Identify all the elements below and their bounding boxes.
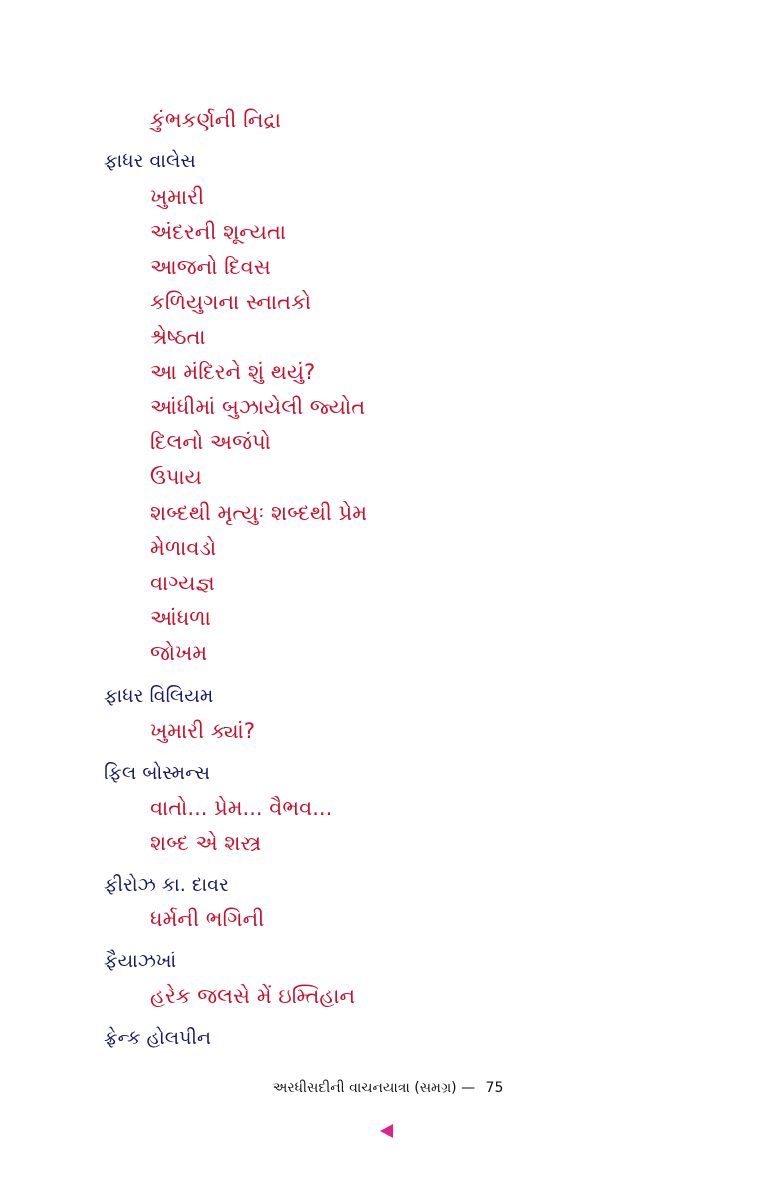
title-entry: આંધીમાં બુઝાયેલી જ્યોત (150, 395, 366, 419)
title-entry: દિલનો અજંપો (150, 430, 271, 454)
title-entry: શ્રેષ્ઠતા (150, 325, 206, 349)
title-entry: મેળાવડો (150, 536, 217, 560)
author-entry: ફૈયાઝખાં (104, 950, 177, 972)
footer-separator: — (461, 1080, 476, 1096)
title-entry: અંદરની શૂન્યતા (150, 220, 287, 244)
title-entry: શબ્દ એ શસ્ત્ર (150, 831, 262, 855)
title-entry: ઉપાય (150, 465, 202, 489)
book-title: અરધીસદીની વાચનયાત્રા (સમગ્ર) (272, 1080, 457, 1096)
title-entry: વાતો... પ્રેમ... વૈભવ... (150, 796, 333, 820)
author-entry: ફીરોઝ કા. દાવર (104, 874, 229, 896)
title-entry: કળિયુગના સ્નાતકો (150, 290, 312, 314)
page-footer (0, 1080, 776, 1096)
author-entry: ફ્રેન્ક હોલપીન (104, 1027, 212, 1049)
title-entry: ધર્મની ભગિની (150, 907, 265, 931)
title-entry: કુંભકર્ણની નિદ્રા (150, 108, 282, 132)
title-entry: ખુમારી (150, 185, 205, 209)
title-entry: વાગ્યજ્ઞ (150, 571, 215, 595)
title-entry: હરેક જલસે મેં ઇમ્તિહાન (150, 984, 356, 1008)
title-entry: શબ્દથી મૃત્યુઃ શબ્દથી પ્રેમ (150, 501, 368, 525)
title-entry: આંધળા (150, 606, 211, 630)
title-entry: જોખમ (150, 641, 208, 665)
page-number: 75 (485, 1080, 504, 1096)
title-entry: આ મંદિરને શું થયું? (150, 360, 316, 384)
author-entry: ફાધર વિલિયમ (104, 685, 214, 707)
previous-page-arrow-icon[interactable] (380, 1124, 393, 1138)
title-entry: ખુમારી ક્યાં? (150, 719, 255, 743)
author-entry: ફાધર વાલેસ (104, 150, 196, 172)
title-entry: આજનો દિવસ (150, 255, 271, 279)
author-entry: ફિલ બોસ્મન્સ (104, 762, 210, 784)
